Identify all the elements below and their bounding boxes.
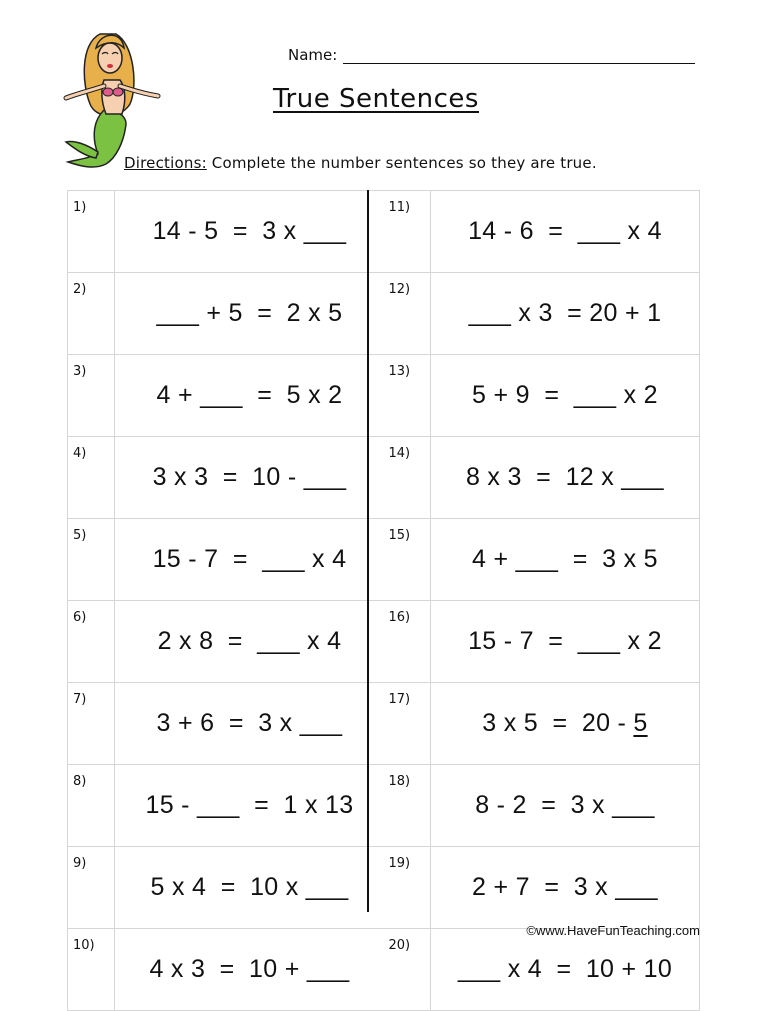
directions-label: Directions:	[124, 154, 207, 172]
problem-row	[68, 683, 700, 765]
problem-number: 19)	[383, 847, 430, 929]
problem-row	[68, 929, 700, 1011]
equation-text: ___ + 5 = 2 x 5	[156, 299, 343, 327]
problem-row	[68, 847, 700, 929]
problem-equation[interactable]	[115, 437, 384, 519]
problem-row	[68, 273, 700, 355]
equation-text: 3 x 3 = 10 - ___	[152, 463, 347, 491]
problem-equation[interactable]	[430, 765, 699, 847]
equation-text: 14 - 5 = 3 x ___	[152, 217, 347, 245]
problem-row	[68, 765, 700, 847]
problem-equation[interactable]	[115, 601, 384, 683]
problem-number: 4)	[68, 437, 115, 519]
equation-text: ___ x 4 = 10 + 10	[457, 955, 673, 983]
problem-number: 15)	[383, 519, 430, 601]
equation-text: 8 x 3 = 12 x ___	[465, 463, 664, 491]
equation-text: 5 x 4 = 10 x ___	[150, 873, 349, 901]
problem-number: 12)	[383, 273, 430, 355]
problem-number: 3)	[68, 355, 115, 437]
problem-equation[interactable]	[115, 929, 384, 1011]
equation-text: 15 - 7 = ___ x 4	[152, 545, 347, 573]
problem-equation[interactable]	[430, 847, 699, 929]
problem-number: 17)	[383, 683, 430, 765]
directions	[124, 154, 597, 172]
problem-number: 1)	[68, 191, 115, 273]
name-label: Name:	[288, 46, 338, 64]
problem-number: 20)	[383, 929, 430, 1011]
problem-grid	[67, 190, 700, 1011]
equation-text: 2 x 8 = ___ x 4	[157, 627, 342, 655]
equation-text: 8 - 2 = 3 x ___	[475, 791, 655, 819]
problem-number: 10)	[68, 929, 115, 1011]
problem-number: 13)	[383, 355, 430, 437]
problem-equation[interactable]	[115, 765, 384, 847]
problem-number: 5)	[68, 519, 115, 601]
directions-text: Complete the number sentences so they are true.	[206, 154, 597, 172]
problem-equation[interactable]	[115, 355, 384, 437]
problem-equation[interactable]	[115, 683, 384, 765]
problem-row	[68, 437, 700, 519]
footer-credit: ©www.HaveFunTeaching.com	[526, 923, 700, 938]
problem-equation[interactable]	[115, 519, 384, 601]
problem-equation[interactable]	[430, 191, 699, 273]
mermaid-icon	[60, 24, 170, 172]
problem-equation[interactable]	[430, 601, 699, 683]
equation-text: 14 - 6 = ___ x 4	[468, 217, 662, 245]
problem-equation[interactable]	[115, 273, 384, 355]
problem-number: 6)	[68, 601, 115, 683]
column-divider	[367, 190, 369, 912]
filled-answer: 5	[633, 709, 648, 737]
problem-equation[interactable]	[430, 929, 699, 1011]
equation-text: 15 - 7 = ___ x 2	[468, 627, 662, 655]
equation-text: 4 x 3 = 10 + ___	[149, 955, 350, 983]
equation-text: 3 x 5 = 20 -	[482, 709, 634, 737]
problem-equation[interactable]	[430, 519, 699, 601]
problem-number: 18)	[383, 765, 430, 847]
problem-equation[interactable]	[430, 683, 699, 765]
equation-text: 5 + 9 = ___ x 2	[472, 381, 658, 409]
worksheet-title: True Sentences	[273, 84, 479, 114]
problem-row	[68, 355, 700, 437]
problem-equation[interactable]	[115, 847, 384, 929]
equation-text: 4 + ___ = 5 x 2	[156, 381, 343, 409]
equation-text: ___ x 3 = 20 + 1	[468, 299, 662, 327]
problem-equation[interactable]	[430, 437, 699, 519]
equation-text: 15 - ___ = 1 x 13	[145, 791, 354, 819]
problem-number: 16)	[383, 601, 430, 683]
name-blank-line[interactable]	[343, 47, 695, 64]
problem-number: 2)	[68, 273, 115, 355]
problem-number: 14)	[383, 437, 430, 519]
problem-row	[68, 191, 700, 273]
equation-text: 4 + ___ = 3 x 5	[472, 545, 658, 573]
problem-row	[68, 601, 700, 683]
problem-equation[interactable]	[115, 191, 384, 273]
equation-text: 2 + 7 = 3 x ___	[472, 873, 658, 901]
problem-equation[interactable]	[430, 273, 699, 355]
name-field[interactable]	[288, 46, 695, 64]
equation-text: 3 + 6 = 3 x ___	[156, 709, 343, 737]
problem-number: 9)	[68, 847, 115, 929]
problem-number: 7)	[68, 683, 115, 765]
problem-number: 8)	[68, 765, 115, 847]
problem-row	[68, 519, 700, 601]
problem-number: 11)	[383, 191, 430, 273]
problem-equation[interactable]	[430, 355, 699, 437]
